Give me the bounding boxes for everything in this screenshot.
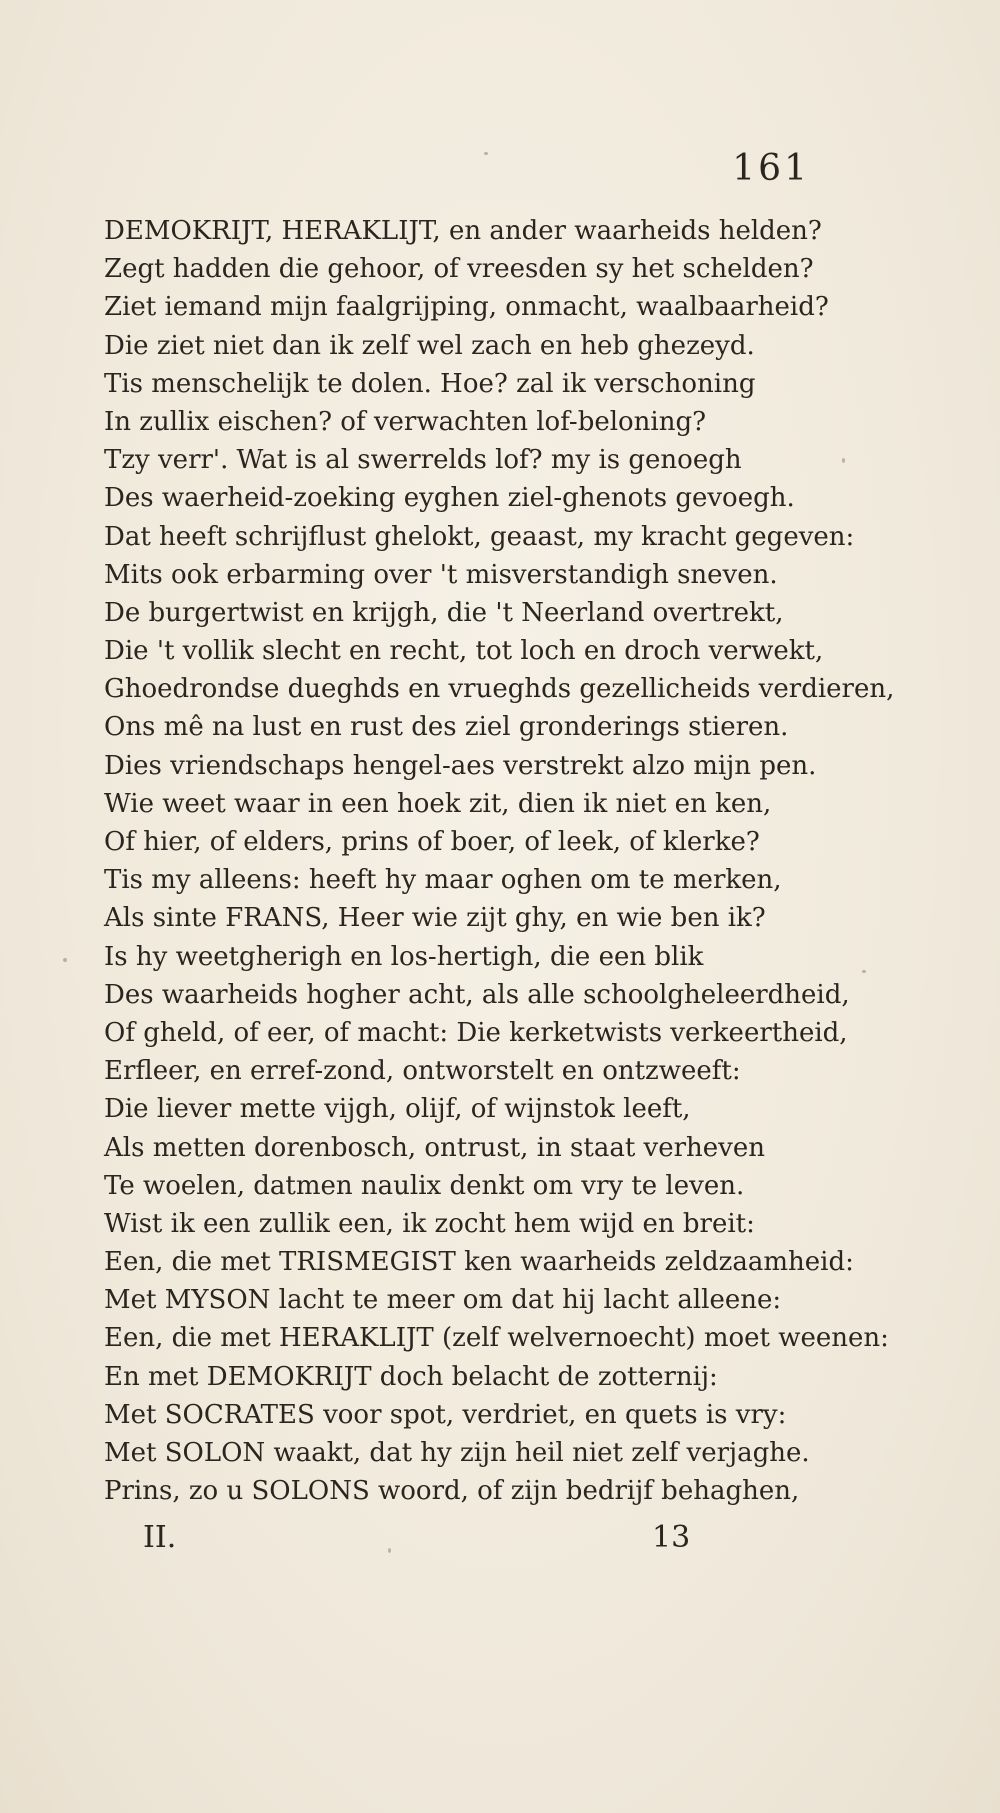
verse-line: Met SOLON waakt, dat hy zijn heil niet zelf verjaghe. (104, 1438, 810, 1468)
verse-line: Een, die met HERAKLIJT (zelf welvernoecht) moet weenen: (104, 1323, 889, 1354)
verse-line: Erfleer, en erref-zond, ontworstelt en ontzweeft: (104, 1056, 741, 1087)
verse-line: Wist ik een zullik een, ik zocht hem wijd en breit: (104, 1208, 755, 1239)
verse-line: Prins, zo u SOLONS woord, of zijn bedrijf behaghen, (104, 1476, 800, 1507)
verse-line: Met SOCRATES voor spot, verdriet, en quets is vry: (104, 1399, 787, 1430)
verse-line: Als metten dorenbosch, ontrust, in staat verheven (104, 1132, 765, 1163)
verse-block (104, 212, 895, 1510)
signature-mark: II. (143, 1520, 177, 1555)
verse-line: Die ziet niet dan ik zelf wel zach en heb ghezeyd. (104, 330, 755, 361)
verse-line: Tis my alleens: heeft hy maar oghen om te merken, (104, 865, 782, 896)
verse-line: Te woelen, datmen naulix denkt om vry te leven. (104, 1170, 745, 1201)
page-number: 161 (732, 148, 810, 189)
verse-line: Wie weet waar in een hoek zit, dien ik niet en ken, (104, 788, 772, 819)
verse-line: Dies vriendschaps hengel-aes verstrekt alzo mijn pen. (104, 750, 817, 781)
verse-line: Ons mê na lust en rust des ziel gronderings stieren. (104, 712, 789, 743)
verse-line: Des waarheids hogher acht, als alle schoolgheleerdheid, (104, 979, 850, 1010)
verse-line: Als sinte FRANS, Heer wie zijt ghy, en wie ben ik? (104, 903, 766, 934)
verse-line: DEMOKRIJT, HERAKLIJT, en ander waarheids helden? (104, 216, 822, 246)
verse-line: Tis menschelijk te dolen. Hoe? zal ik verschoning (104, 368, 756, 399)
paper-speck (862, 970, 866, 973)
verse-line: Ziet iemand mijn faalgrijping, onmacht, waalbaarheid? (104, 292, 829, 323)
verse-line: Die liever mette vijgh, olijf, of wijnstok leeft, (104, 1094, 691, 1125)
verse-line: Een, die met TRISMEGIST ken waarheids zeldzaamheid: (104, 1247, 854, 1278)
paper-speck (388, 1548, 391, 1553)
verse-line: Des waerheid-zoeking eyghen ziel-ghenots gevoegh. (104, 483, 795, 514)
verse-line: De burgertwist en krijgh, die 't Neerland overtrekt, (104, 597, 784, 628)
paper-speck (842, 458, 845, 463)
verse-line: Die 't vollik slecht en recht, tot loch en droch verwekt, (104, 636, 824, 667)
paper-speck (484, 152, 488, 155)
verse-line: Is hy weetgherigh en los-hertigh, die een blik (104, 941, 704, 972)
verse-line: Of hier, of elders, prins of boer, of leek, of klerke? (104, 827, 760, 857)
verse-line: Mits ook erbarming over 't misverstandigh sneven. (104, 559, 778, 590)
verse-line: Dat heeft schrijflust ghelokt, geaast, my kracht gegeven: (104, 521, 855, 552)
verse-line: Of gheld, of eer, of macht: Die kerketwists verkeertheid, (104, 1017, 848, 1048)
verse-line: En met DEMOKRIJT doch belacht de zotternij: (104, 1361, 718, 1392)
verse-line: Tzy verr'. Wat is al swerrelds lof? my is genoegh (104, 445, 742, 476)
catchword: 13 (652, 1520, 691, 1555)
verse-line: In zullix eischen? of verwachten lof-beloning? (104, 406, 707, 437)
verse-line: Ghoedrondse dueghds en vrueghds gezellicheids verdieren, (104, 674, 895, 705)
verse-line: Zegt hadden die gehoor, of vreesden sy het schelden? (104, 254, 814, 285)
paper-speck (63, 958, 67, 962)
verse-line: Met MYSON lacht te meer om dat hij lacht alleene: (104, 1285, 782, 1316)
